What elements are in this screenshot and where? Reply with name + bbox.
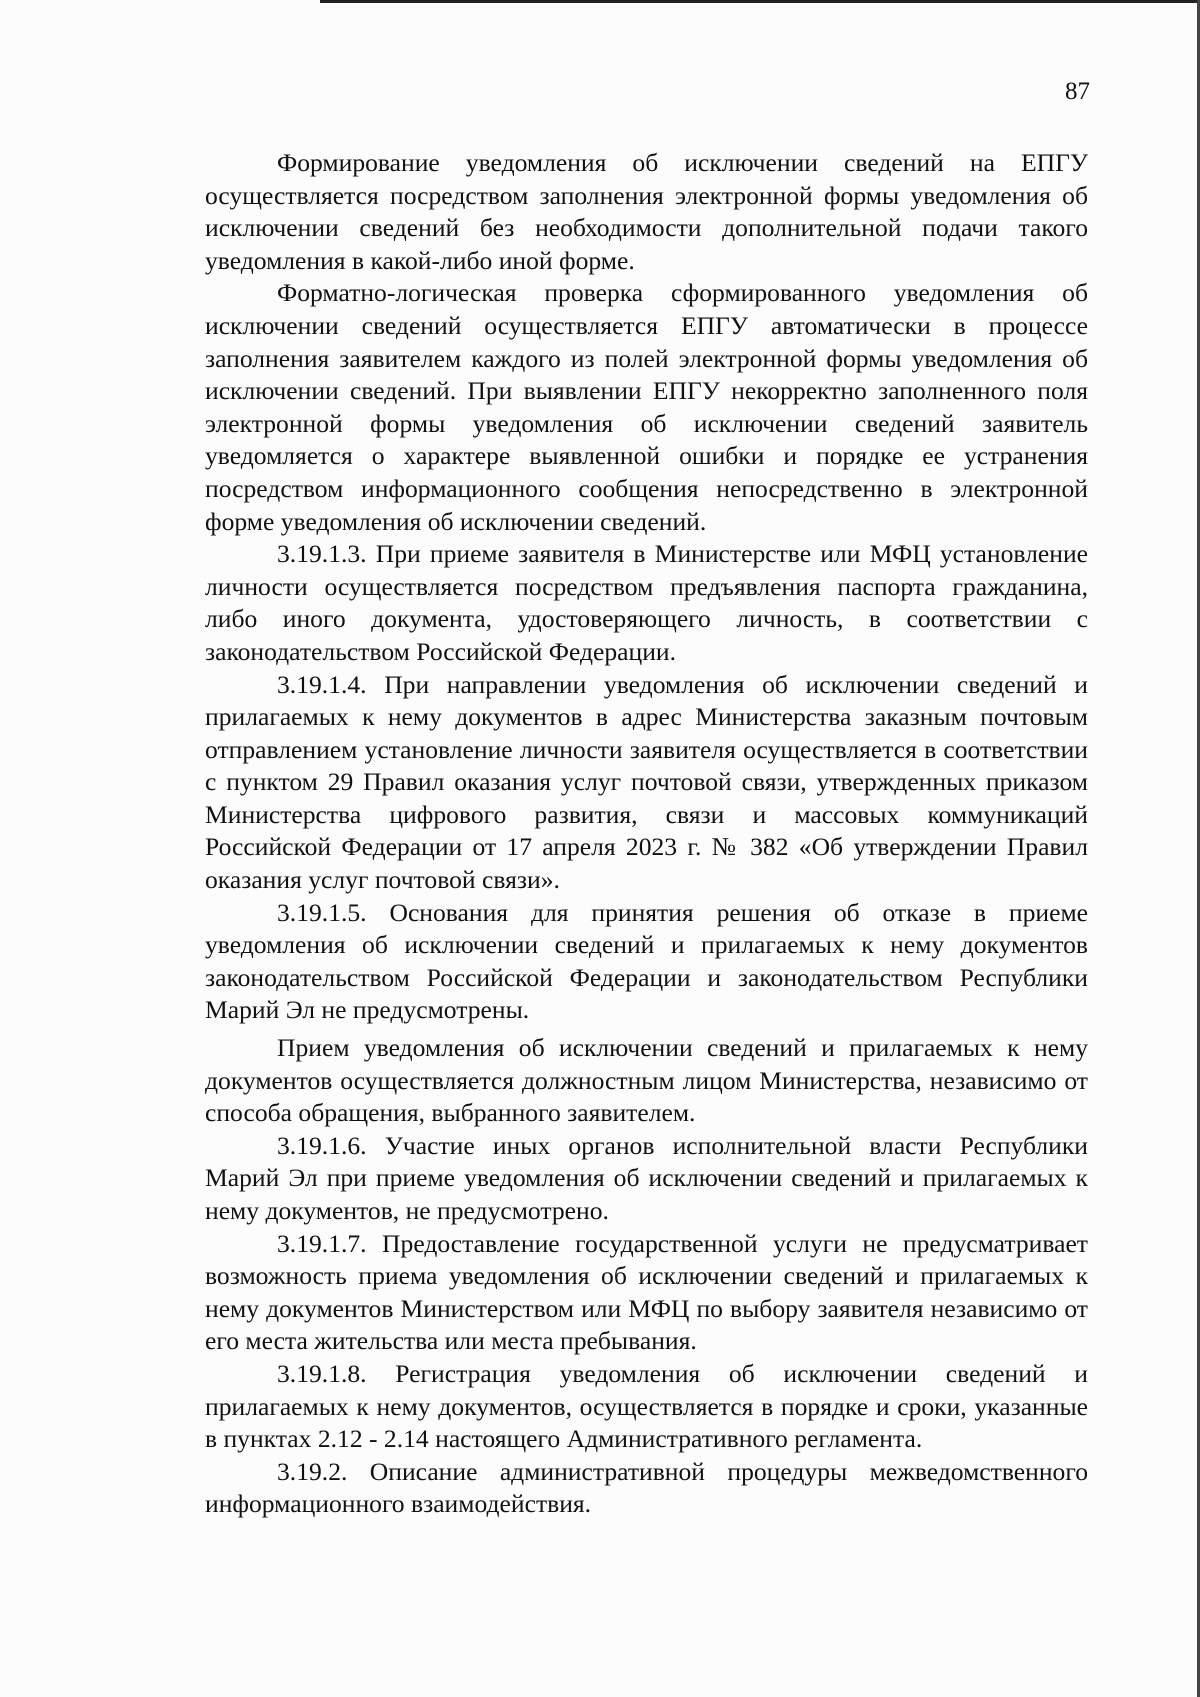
page-number: 87 xyxy=(1065,78,1090,105)
paragraph-reception: Прием уведомления об исключении сведений и прилагаемых к нему документов осуществляется должностным лицом Министерства, независимо от способа обращения, выбранного заявителем. xyxy=(205,1033,1088,1128)
paragraph-3-19-1-3: 3.19.1.3. При приеме заявителя в Министерстве или МФЦ установление личности осуществляется посредством предъявления паспорта гражданина, либо иного документа, удостоверяющего личность, в соответствии с законодательством Российской Федерации. xyxy=(205,539,1088,666)
scan-edge-top xyxy=(320,0,1200,3)
paragraph-3-19-1-5: 3.19.1.5. Основания для принятия решения об отказе в приеме уведомления об исключении сведений и прилагаемых к нему документов законодательством Российской Федерации и законодательством Республики Марий Эл не предусмотрены. xyxy=(205,897,1088,1025)
paragraph-3-19-1-6: 3.19.1.6. Участие иных органов исполнительной власти Республики Марий Эл при приеме уведомления об исключении сведений и прилагаемых к нему документов, не предусмотрено. xyxy=(205,1130,1088,1225)
paragraph-3-19-2: 3.19.2. Описание административной процедуры межведомственного информационного взаимодействия. xyxy=(205,1456,1088,1519)
paragraph-epgu-form: Формирование уведомления об исключении сведений на ЕПГУ осуществляется посредством заполнения электронной формы уведомления об исключении сведений без необходимости дополнительной подачи такого уведомления в какой-либо иной форме. xyxy=(205,148,1088,275)
paragraph-3-19-1-8: 3.19.1.8. Регистрация уведомления об исключении сведений и прилагаемых к нему документов, осуществляется в порядке и сроки, указанные в пунктах 2.12 - 2.14 настоящего Административного регламента. xyxy=(205,1358,1088,1454)
document-body xyxy=(205,147,1088,1521)
paragraph-3-19-1-7: 3.19.1.7. Предоставление государственной услуги не предусматривает возможность приема уведомления об исключении сведений и прилагаемых к нему документов Министерством или МФЦ по выбору заявителя независимо от его места жительства или места пребывания. xyxy=(205,1228,1088,1356)
paragraph-3-19-1-4: 3.19.1.4. При направлении уведомления об исключении сведений и прилагаемых к нему документов в адрес Министерства заказным почтовым отправлением установление личности заявителя осуществляется в соответствии с пунктом 29 Правил оказания услуг почтовой связи, утвержденных приказом Министерства цифрового развития, связи и массовых коммуникаций Российской Федерации от 17 апреля 2023 г. № 382 «Об утверждении Правил оказания услуг почтовой связи». xyxy=(205,669,1088,895)
paragraph-format-check: Форматно-логическая проверка сформированного уведомления об исключении сведений осуществляется ЕПГУ автоматически в процессе заполнения заявителем каждого из полей электронной формы уведомления об исключении сведений. При выявлении ЕПГУ некорректно заполненного поля электронной формы уведомления об исключении сведений заявитель уведомляется о характере выявленной ошибки и порядке ее устранения посредством информационного сообщения непосредственно в электронной форме уведомления об исключении сведений. xyxy=(205,278,1088,536)
